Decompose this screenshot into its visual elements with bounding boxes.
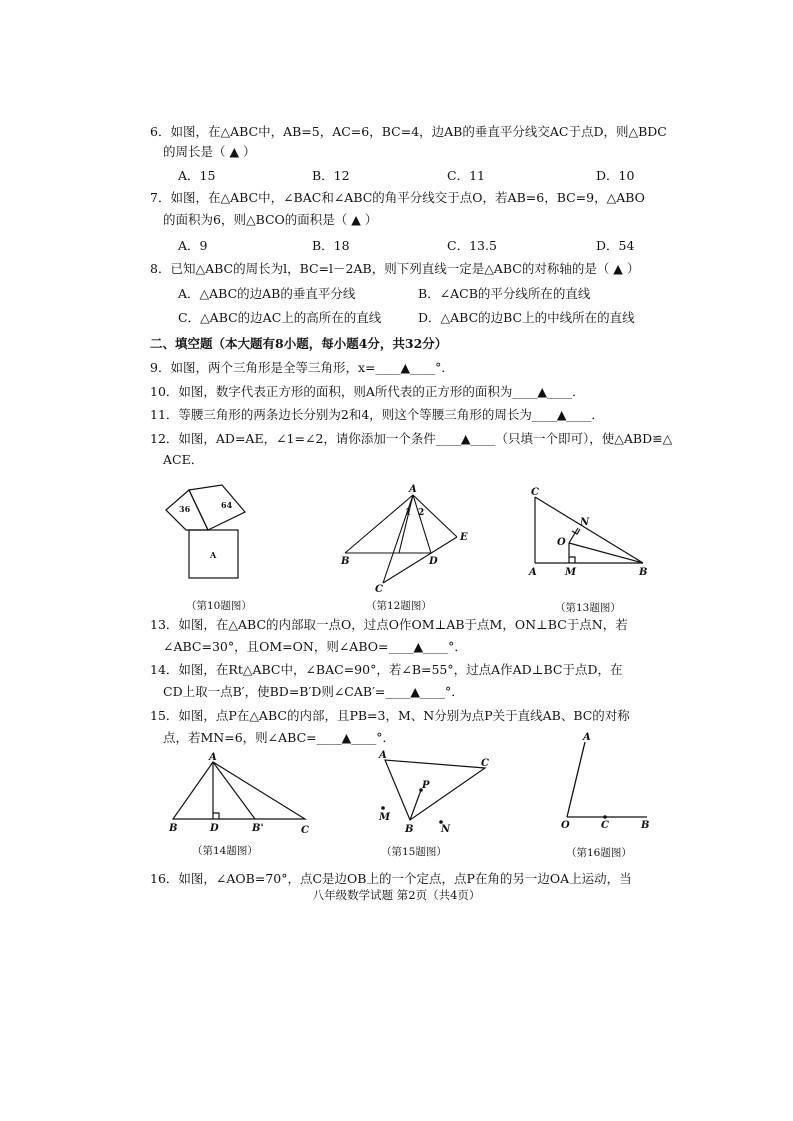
q14-line2: CD上取一点B′，使BD=B′D则∠CAB′=____▲____°．	[163, 684, 464, 699]
q6-option-c: C．11	[447, 168, 485, 183]
caption-fig13: （第13题图）	[555, 602, 621, 614]
svg-text:B: B	[169, 823, 178, 834]
svg-text:D: D	[429, 556, 438, 567]
page-footer: 八年级数学试题 第2页（共4页）	[312, 888, 481, 902]
svg-text:1: 1	[405, 508, 412, 518]
q8-option-d: D．△ABC的边BC上的中线所在的直线	[418, 310, 635, 325]
svg-text:C: C	[601, 820, 609, 831]
label-64: 64	[221, 500, 233, 510]
caption-fig12: （第12题图）	[366, 600, 432, 612]
svg-text:D: D	[210, 823, 219, 834]
q6-option-d: D．10	[596, 168, 635, 183]
q7-option-a: A．9	[178, 238, 208, 253]
svg-text:B: B	[639, 567, 648, 578]
caption-fig10: （第10题图）	[186, 600, 252, 612]
label-a: A	[210, 550, 217, 560]
svg-text:N: N	[580, 517, 590, 528]
ray-oa	[567, 742, 585, 817]
figure-12	[335, 480, 480, 595]
line-a-mid	[399, 495, 413, 553]
point-m	[381, 806, 385, 810]
q11-text: 11．等腰三角形的两条边长分别为2和4，则这个等腰三角形的周长为____▲____．	[150, 407, 604, 422]
figure-15	[375, 750, 495, 840]
caption-fig16: （第16题图）	[566, 847, 632, 859]
svg-text:A: A	[379, 750, 387, 761]
svg-text:B: B	[641, 820, 650, 831]
svg-text:A: A	[529, 567, 537, 578]
q8-option-c: C．△ABC的边AC上的高所在的直线	[178, 310, 382, 325]
figure-16	[555, 730, 655, 835]
svg-text:B: B	[341, 556, 350, 567]
caption-fig15: （第15题图）	[381, 846, 447, 858]
q6-option-b: B．12	[312, 168, 350, 183]
svg-text:O: O	[561, 820, 570, 831]
square-64	[189, 485, 245, 530]
figure-13	[525, 485, 655, 580]
svg-text:E: E	[460, 532, 468, 543]
svg-text:P: P	[422, 780, 430, 791]
svg-text:2: 2	[418, 508, 425, 518]
q15-line2: 点，若MN=6，则∠ABC=____▲____°．	[163, 730, 395, 745]
svg-text:B': B'	[252, 823, 264, 834]
line-on	[569, 528, 578, 543]
q10-text: 10．如图，数字代表正方形的面积，则A所代表的正方形的面积为____▲____．	[150, 384, 585, 399]
svg-text:M: M	[565, 567, 577, 578]
section-heading: 二、填空题（本大题有8小题，每小题4分，共32分）	[150, 336, 448, 351]
q8-line1: 8．已知△ABC的周长为l，BC=l－2AB，则下列直线一定是△ABC的对称轴的是（ ▲ ）	[150, 261, 640, 276]
q7-line1: 7．如图，在△ABC中，∠BAC和∠ABC的角平分线交于点O，若AB=6，BC=9，△ABO	[150, 190, 645, 205]
q6-line2: 的周长是（ ▲ ）	[163, 144, 256, 159]
q13-line2: ∠ABC=30°，且OM=ON，则∠ABO=____▲____°．	[163, 639, 467, 654]
line-ab-prime	[213, 762, 255, 819]
q7-option-d: D．54	[596, 238, 635, 253]
q14-line1: 14．如图，在Rt△ABC中，∠BAC=90°，若∠B=55°，过点A作AD⊥BC于点D，在	[150, 662, 623, 677]
q7-option-b: B．18	[312, 238, 350, 253]
svg-text:N: N	[441, 824, 451, 835]
q6-line1: 6．如图，在△ABC中，AB=5，AC=6，BC=4，边AB的垂直平分线交AC于点D，则△BDC	[150, 124, 667, 139]
figure-10	[160, 480, 270, 585]
q13-line1: 13．如图，在△ABC的内部取一点O，过点O作OM⊥AB于点M，ON⊥BC于点N，若	[150, 617, 628, 632]
svg-text:C: C	[481, 758, 489, 769]
line-cb	[535, 497, 643, 563]
triangle-abc	[385, 760, 485, 820]
q8-option-a: A．△ABC的边AB的垂直平分线	[178, 286, 356, 301]
triangle-abc	[173, 762, 305, 819]
svg-text:A: A	[209, 752, 217, 763]
q9-text: 9．如图，两个三角形是全等三角形，x=____▲____°．	[150, 360, 454, 375]
svg-text:A: A	[583, 732, 591, 743]
svg-text:C: C	[375, 584, 383, 595]
q6-option-a: A．15	[178, 168, 216, 183]
q16-text: 16．如图，∠AOB=70°，点C是边OB上的一个定点，点P在角的另一边OA上运动，当	[150, 871, 632, 886]
q15-line1: 15．如图，点P在△ABC的内部，且PB=3，M、N分别为点P关于直线AB、BC的对称	[150, 708, 630, 723]
label-36: 36	[179, 504, 191, 514]
line-ce	[383, 537, 457, 583]
svg-text:C: C	[531, 487, 539, 498]
svg-text:O: O	[557, 537, 566, 548]
svg-text:M: M	[379, 812, 391, 823]
q8-option-b: B．∠ACB的平分线所在的直线	[418, 286, 591, 301]
figure-14	[165, 752, 315, 838]
q12-line1: 12．如图，AD=AE，∠1=∠2，请你添加一个条件____▲____（只填一个即可），使△ABD≌△	[150, 431, 673, 446]
svg-text:C: C	[301, 825, 309, 836]
line-ob	[569, 543, 643, 563]
q7-line2: 的面积为6，则△BCO的面积是（ ▲ ）	[163, 212, 378, 227]
q12-line2: ACE．	[163, 452, 204, 467]
caption-fig14: （第14题图）	[192, 845, 258, 857]
svg-text:A: A	[409, 484, 417, 495]
point-c	[603, 815, 607, 819]
q7-option-c: C．13.5	[447, 238, 497, 253]
svg-text:B: B	[405, 824, 414, 835]
